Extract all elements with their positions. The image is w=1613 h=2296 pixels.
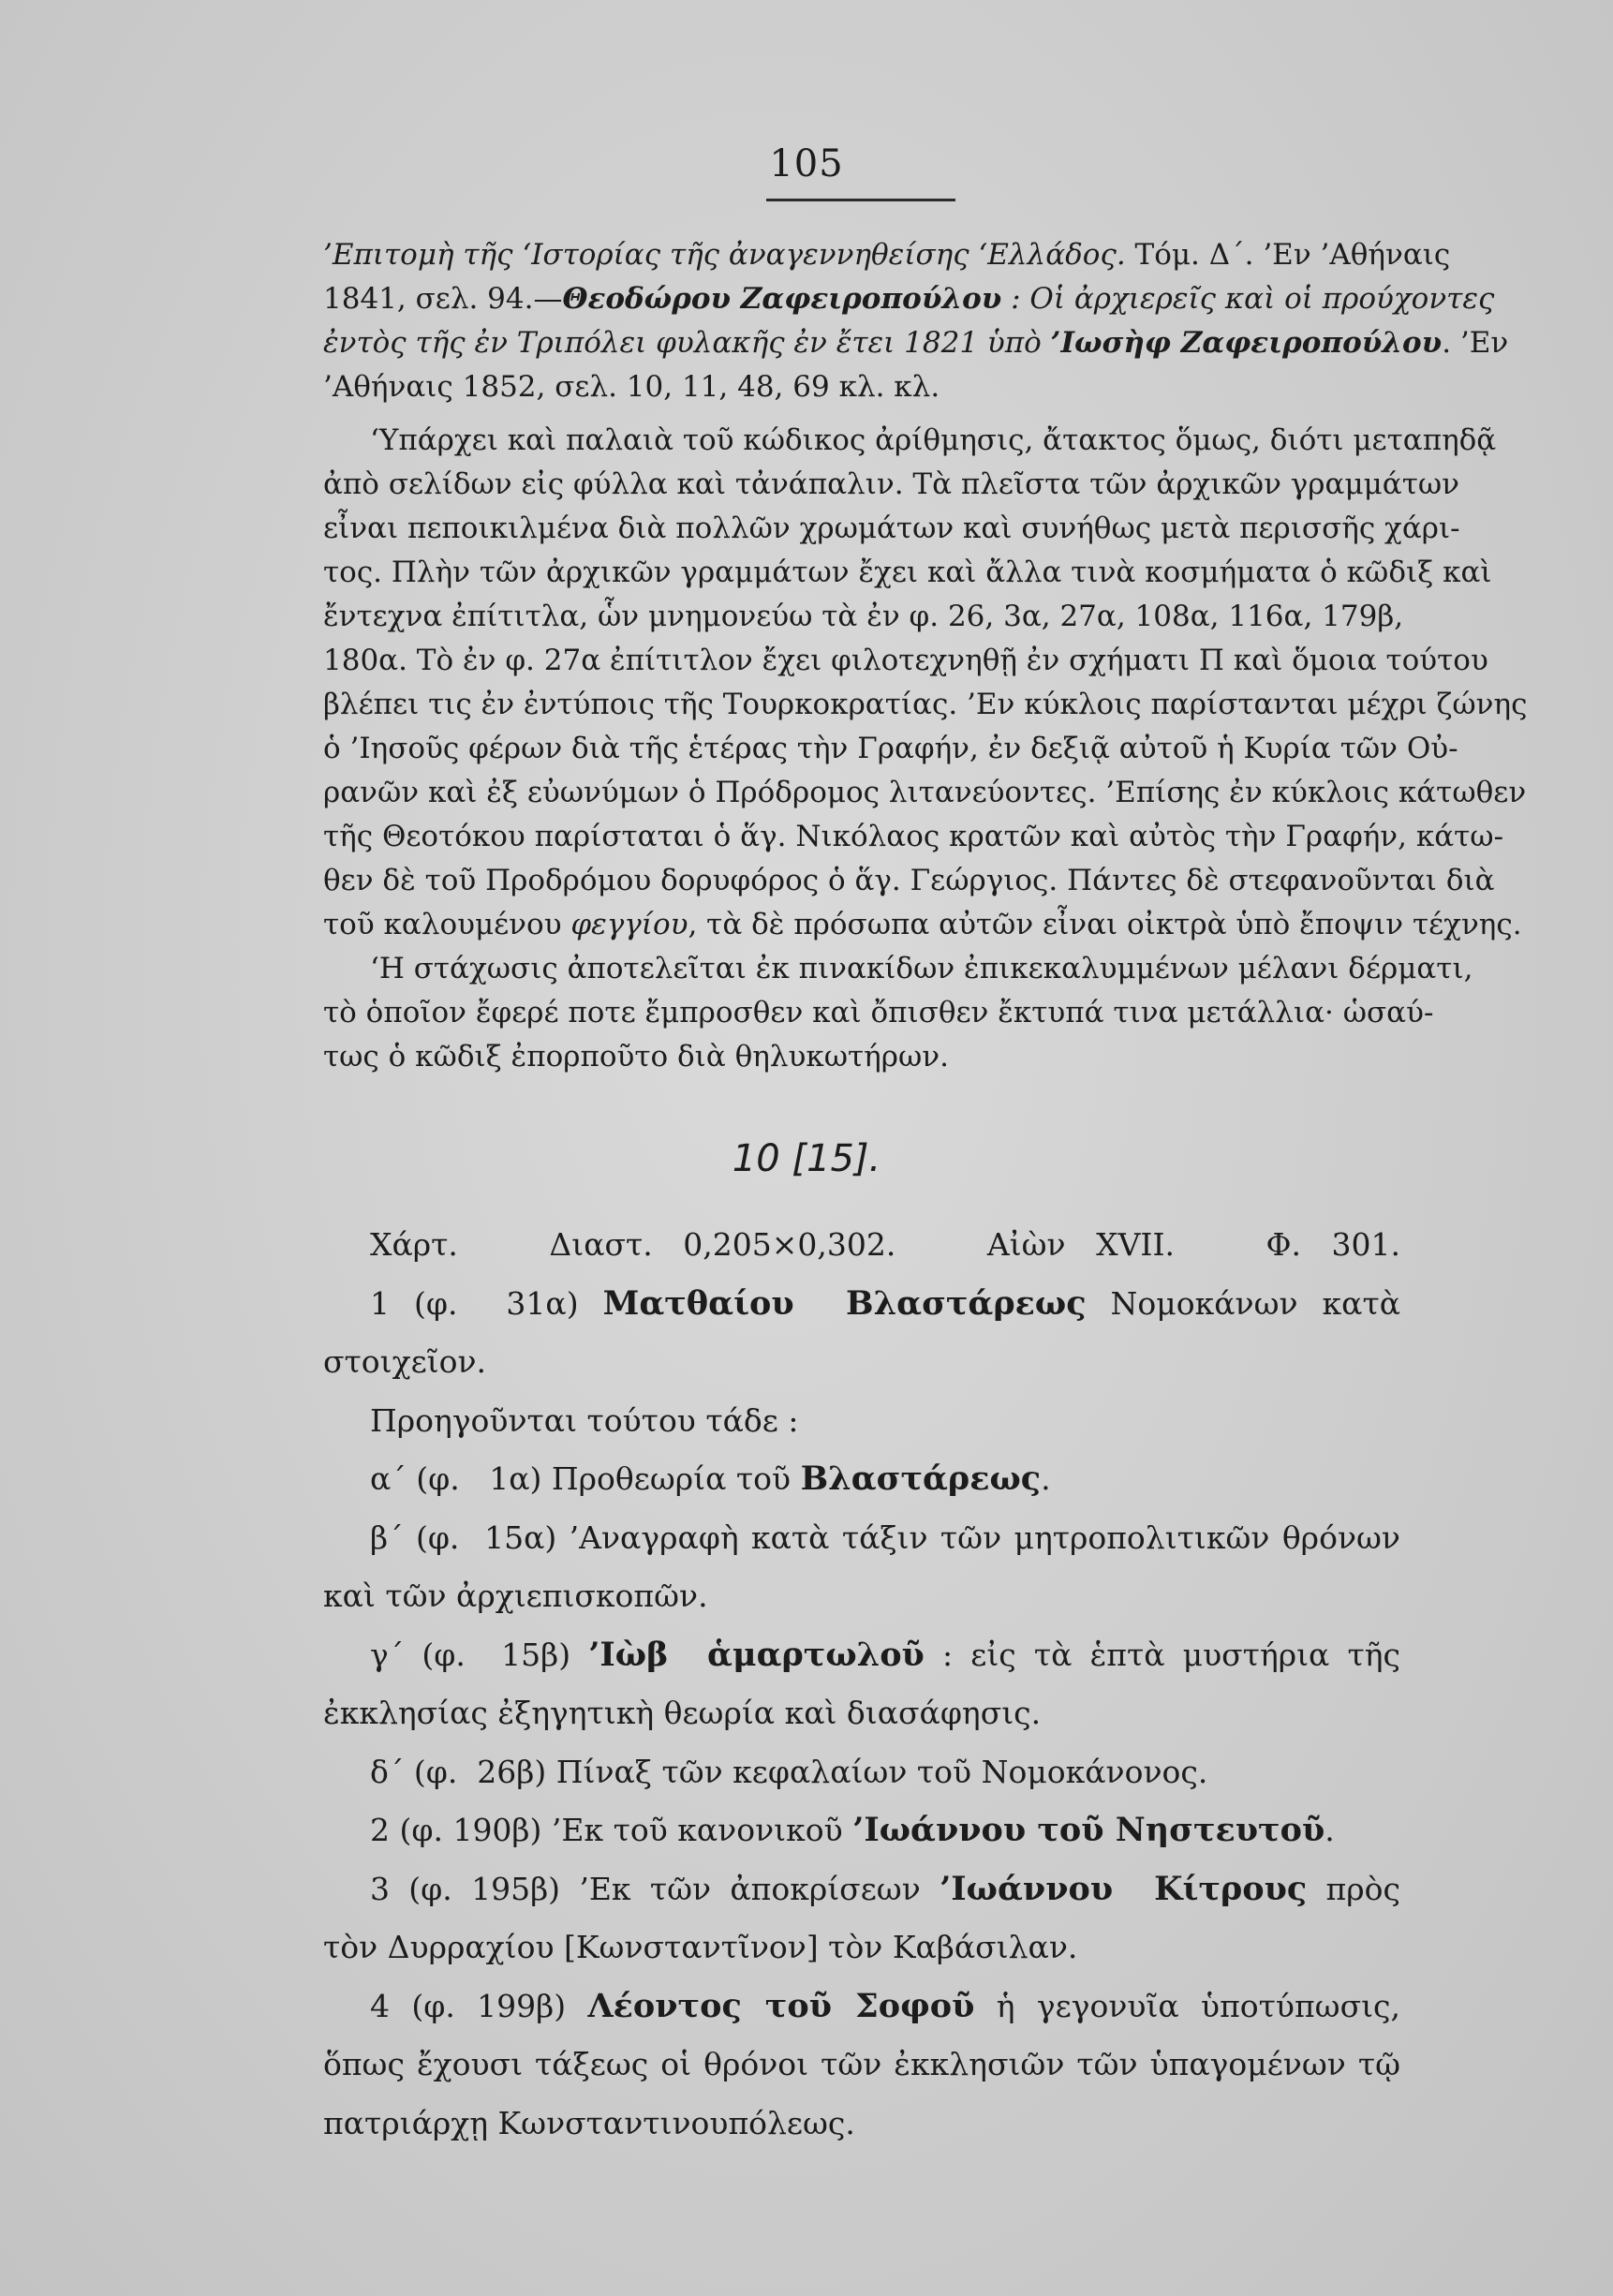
- author-name: ’Ιωάννου Κίτρους: [940, 1869, 1308, 1908]
- author-name: Θεοδώρου Ζαφειροπούλου: [562, 282, 1002, 316]
- reference-line: ’Αθήναις 1852, σελ. 10, 11, 48, 69 κλ. κλ.: [323, 370, 940, 404]
- text-line: ἀπὸ σελίδων εἰς φύλλα καὶ τἀνάπαλιν. Τὰ πλεῖστα τῶν ἀρχικῶν γραμμάτων: [323, 467, 1459, 501]
- work-title-cont: ἐντὸς τῆς ἐν Τριπόλει φυλακῆς ἐν ἔτει 1821 ὑπὸ: [323, 326, 1051, 360]
- author-name: Ματθαίου Βλαστάρεως: [602, 1283, 1087, 1323]
- text-line: τῆς Θεοτόκου παρίσταται ὁ ἅγ. Νικόλαος κρατῶν καὶ αὐτὸς τὴν Γραφήν, κάτω-: [323, 820, 1504, 853]
- reference-paragraph: [323, 233, 1509, 409]
- reference-title: ’Επιτομὴ τῆς ‘Ιστορίας τῆς ἀναγεννηθείσης ‘Ελλάδος.: [323, 238, 1126, 272]
- entry-line: τὸν Δυρραχίου [Κωνσταντῖνον] τὸν Καβάσιλαν.: [323, 1929, 1078, 1965]
- entry-line: καὶ τῶν ἀρχιεπισκοπῶν.: [323, 1578, 708, 1614]
- author-name: ’Ιωάννου τοῦ Νηστευτοῦ: [852, 1811, 1325, 1849]
- text-line: ὁ ’Ιησοῦς φέρων διὰ τῆς ἑτέρας τὴν Γραφήν, ἐν δεξιᾷ αὐτοῦ ἡ Κυρία τῶν Οὐ-: [323, 732, 1458, 765]
- entry-title: : εἰς τὰ ἑπτὰ μυστήρια τῆς: [924, 1636, 1400, 1673]
- entry-line: ὅπως ἔχουσι τάξεως οἱ θρόνοι τῶν ἐκκλησιῶν τῶν ὑπαγομένων τῷ: [323, 2046, 1400, 2082]
- folio-ref: 4 (φ. 199β): [370, 1987, 588, 2024]
- entry-title: ἡ γεγονυῖα ὑποτύπωσις,: [974, 1987, 1401, 2024]
- reference-place: . ’Εν: [1442, 326, 1509, 360]
- entry-line: ἐκκλησίας ἐξηγητικὴ θεωρία καὶ διασάφησις.: [323, 1695, 1042, 1731]
- text-fragment: τοῦ καλουμένου: [323, 908, 571, 941]
- folio-ref: γ΄ (φ. 15β): [370, 1636, 589, 1673]
- manuscript-description: Χάρτ. Διαστ. 0,205×0,302. Αἰὼν XVII. Φ. 301.: [370, 1226, 1400, 1263]
- text-line: [323, 903, 1522, 947]
- text-line: τὸ ὁποῖον ἔφερέ ποτε ἔμπροσθεν καὶ ὄπισθεν ἔκτυπά τινα μετάλλια· ὡσαύ-: [323, 996, 1434, 1029]
- text-line: ‘Υπάρχει καὶ παλαιὰ τοῦ κώδικος ἀρίθμησις, ἄτακτος ὅμως, διότι μεταπηδᾷ: [370, 423, 1497, 457]
- entry-line: [323, 1801, 1400, 1860]
- entry-line: Προηγοῦνται τούτου τάδε :: [370, 1401, 799, 1439]
- entry-line: στοιχεῖον.: [323, 1343, 487, 1380]
- entry-line: [323, 1626, 1400, 1685]
- text-line: εἶναι πεποικιλμένα διὰ πολλῶν χρωμάτων καὶ συνήθως μετὰ περισσῆς χάρι-: [323, 511, 1460, 545]
- entry-title: πρὸς: [1307, 1870, 1400, 1907]
- text-line: 180α. Τὸ ἐν φ. 27α ἐπίτιτλον ἔχει φιλοτεχνηθῇ ἐν σχήματι Π καὶ ὅμοια τούτου: [323, 644, 1488, 677]
- text-fragment: , τὰ δὲ πρόσωπα αὐτῶν εἶναι οἰκτρὰ ὑπὸ ἔποψιν τέχνης.: [688, 908, 1522, 941]
- reference-line: [323, 321, 1509, 365]
- text-line: θεν δὲ τοῦ Προδρόμου δορυφόρος ὁ ἅγ. Γεώργιος. Πάντες δὲ στεφανοῦνται διὰ: [323, 864, 1495, 897]
- text-line: βλέπει τις ἐν ἐντύποις τῆς Τουρκοκρατίας. ’Εν κύκλοις παρίστανται μέχρι ζώνης: [323, 688, 1528, 721]
- entry-end: .: [1041, 1460, 1051, 1497]
- manuscript-heading: 10 [15].: [732, 1137, 881, 1180]
- term-italic: φεγγίου: [570, 908, 688, 941]
- folio-ref: α΄ (φ. 1α) Προθεωρία τοῦ: [370, 1460, 801, 1497]
- author-name: Βλαστάρεως: [800, 1459, 1042, 1498]
- folio-ref: 3 (φ. 195β) ’Εκ τῶν ἀποκρίσεων: [370, 1870, 940, 1907]
- description-paragraph: [323, 419, 1528, 1079]
- entry-line: δ΄ (φ. 26β) Πίναξ τῶν κεφαλαίων τοῦ Νομοκάνονος.: [370, 1753, 1208, 1790]
- author-name: ’Ιὼβ ἁμαρτωλοῦ: [588, 1635, 925, 1674]
- entry-line: [323, 1860, 1400, 1919]
- folio-ref: 1 (φ. 31α): [370, 1284, 603, 1322]
- reference-line: [323, 233, 1451, 277]
- entry-line: πατριάρχῃ Κωνσταντινουπόλεως.: [323, 2104, 855, 2141]
- entry-line: [323, 1450, 1400, 1509]
- text-line: ρανῶν καὶ ἐξ εὐωνύμων ὁ Πρόδρομος λιτανεύοντες. ’Επίσης ἐν κύκλοις κάτωθεν: [323, 776, 1527, 809]
- reference-pages: 1841, σελ. 94.—: [323, 282, 563, 316]
- author-name: Λέοντος τοῦ Σοφοῦ: [587, 1986, 975, 2025]
- manuscript-contents: [323, 1216, 1400, 2153]
- folio-ref: 2 (φ. 190β) ’Εκ τοῦ κανονικοῦ: [370, 1812, 853, 1848]
- page-number-rule: [766, 199, 955, 201]
- reference-line: [323, 277, 1495, 321]
- text-line: τως ὁ κῶδιξ ἐπορποῦτο διὰ θηλυκωτήρων.: [323, 1040, 949, 1074]
- author-name: ’Ιωσὴφ Ζαφειροπούλου: [1050, 326, 1443, 360]
- text-line: ‘Η στάχωσις ἀποτελεῖται ἐκ πινακίδων ἐπικεκαλυμμένων μέλανι δέρματι,: [370, 952, 1473, 985]
- work-title: : Οἱ ἀρχιερεῖς καὶ οἱ προύχοντες: [1001, 282, 1495, 316]
- entry-line: β΄ (φ. 15α) ’Αναγραφὴ κατὰ τάξιν τῶν μητροπολιτικῶν θρόνων: [370, 1518, 1400, 1556]
- text-line: τος. Πλὴν τῶν ἀρχικῶν γραμμάτων ἔχει καὶ ἄλλα τινὰ κοσμήματα ὁ κῶδιξ καὶ: [323, 555, 1492, 589]
- reference-volume: Τόμ. Δ΄. ’Εν ’Αθήναις: [1125, 238, 1451, 272]
- text-line: ἔντεχνα ἐπίτιτλα, ὧν μνημονεύω τὰ ἐν φ. 26, 3α, 27α, 108α, 116α, 179β,: [323, 600, 1404, 633]
- entry-line: [323, 1978, 1400, 2037]
- entry-end: .: [1324, 1812, 1335, 1848]
- entry-line: [323, 1275, 1400, 1334]
- entry-title: Νομοκάνων κατὰ: [1086, 1284, 1400, 1322]
- page-number: 105: [769, 142, 844, 185]
